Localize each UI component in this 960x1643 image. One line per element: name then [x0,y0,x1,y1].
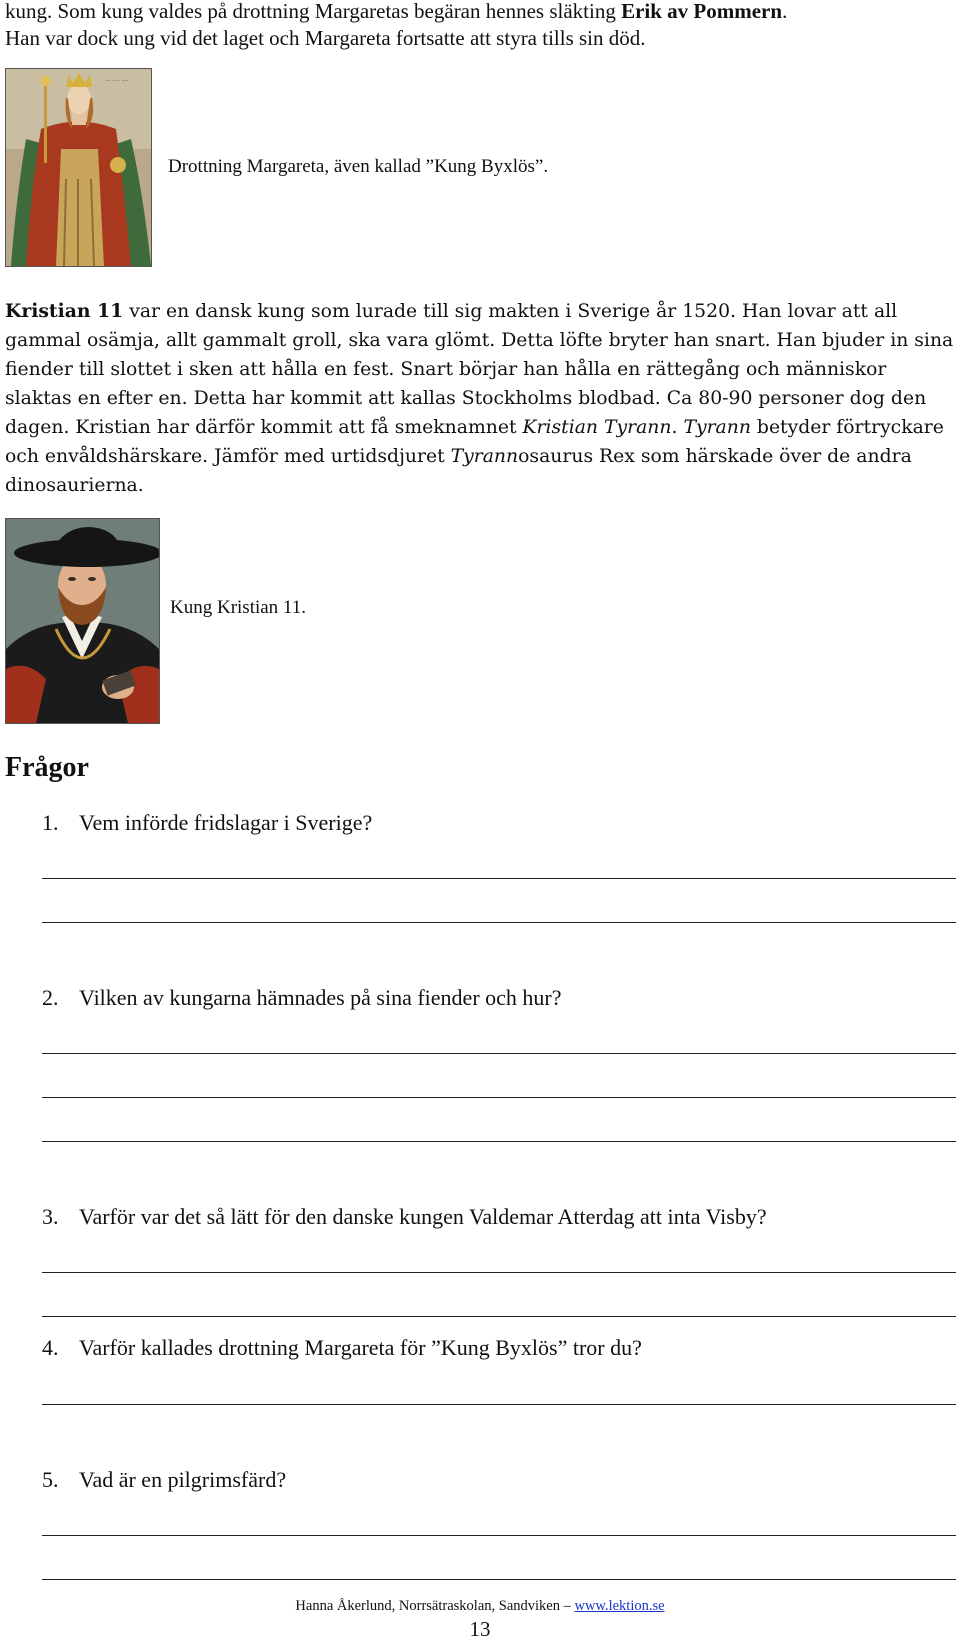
svg-text:·· ··· ···: ·· ··· ··· [106,77,129,85]
answer-line-3a[interactable] [42,1272,956,1273]
footer [0,1598,960,1615]
kristian-caption: Kung Kristian 11. [170,597,306,618]
kristian-text-3: betyder förtryckare och envåldshärskare. Jämför med urtidsdjuret [5,417,944,467]
intro-text [5,0,955,52]
tyrann-word: Tyrann [683,417,751,438]
kristian-text-2: . [671,417,684,438]
intro-line-2: Han var dock ung vid det laget och Margareta fortsatte att styra tills sin död. [5,26,646,50]
intro-line-1-text: kung. Som kung valdes på drottning Margaretas begäran hennes släkting [5,0,622,23]
footer-credit: Hanna Åkerlund, Norrsätraskolan, Sandviken – [295,1598,575,1614]
kristian-name: Kristian 11 [5,300,124,322]
answer-line-4a[interactable] [42,1404,956,1405]
question-3 [42,1203,767,1231]
answer-line-2a[interactable] [42,1053,956,1054]
kristian-text-1: var en dansk kung som lurade till sig makten i Sverige år 1520. Han lovar att all gammal osämja, allt gammalt groll, ska vara glömt. Detta löfte bryter han snart. Han bjuder in sina fiender till slottet i sken att hålla en fest. Snart börjar han hålla en rättegång och människor slaktas en efter en. Detta har kommit att kallas Stockholms blodbad. Ca 80-90 personer dog den dagen. Kristian har därför kommit att få smeknamnet [5,301,954,438]
answer-line-2b[interactable] [42,1097,956,1098]
kristian-portrait-image [6,519,159,723]
question-4-text: Varför kallades drottning Margareta för ”Kung Byxlös” tror du? [79,1335,642,1360]
question-2-text: Vilken av kungarna hämnades på sina fiender och hur? [79,985,562,1010]
answer-line-5a[interactable] [42,1535,956,1536]
answer-line-5b[interactable] [42,1579,956,1580]
answer-line-2c[interactable] [42,1141,956,1142]
margareta-caption: Drottning Margareta, även kallad ”Kung Byxlös”. [168,156,549,177]
question-3-text: Varför var det så lätt för den danske kungen Valdemar Atterdag att inta Visby? [79,1204,767,1229]
kristian-text-4: osaurus Rex som härskade över de andra dinosaurierna. [5,446,912,496]
erik-av-pommern-name: Erik av Pommern [621,0,783,23]
answer-line-1b[interactable] [42,922,956,923]
question-5 [42,1466,286,1494]
question-2 [42,984,562,1012]
question-4 [42,1334,642,1362]
question-5-number: 5. [42,1467,59,1492]
margareta-portrait-image [6,69,151,266]
kristian-portrait [5,518,160,724]
page-number: 13 [469,1617,491,1641]
question-1-number: 1. [42,810,59,835]
question-1-text: Vem införde fridslagar i Sverige? [79,810,373,835]
question-2-number: 2. [42,985,59,1010]
intro-line-1 [5,0,955,25]
footer-link[interactable]: www.lektion.se [574,1598,665,1614]
questions-heading: Frågor [5,752,89,783]
question-1 [42,809,372,837]
kristian-paragraph [5,297,955,500]
question-3-number: 3. [42,1204,59,1229]
intro-line-1-end: . [782,0,788,23]
answer-line-1a[interactable] [42,878,956,879]
question-4-number: 4. [42,1335,59,1360]
answer-line-3b[interactable] [42,1316,956,1317]
question-5-text: Vad är en pilgrimsfärd? [79,1467,287,1492]
kristian-tyrann-nickname: Kristian Tyrann [522,417,672,438]
margareta-portrait [5,68,152,267]
tyrann-prefix: Tyrann [450,446,519,467]
